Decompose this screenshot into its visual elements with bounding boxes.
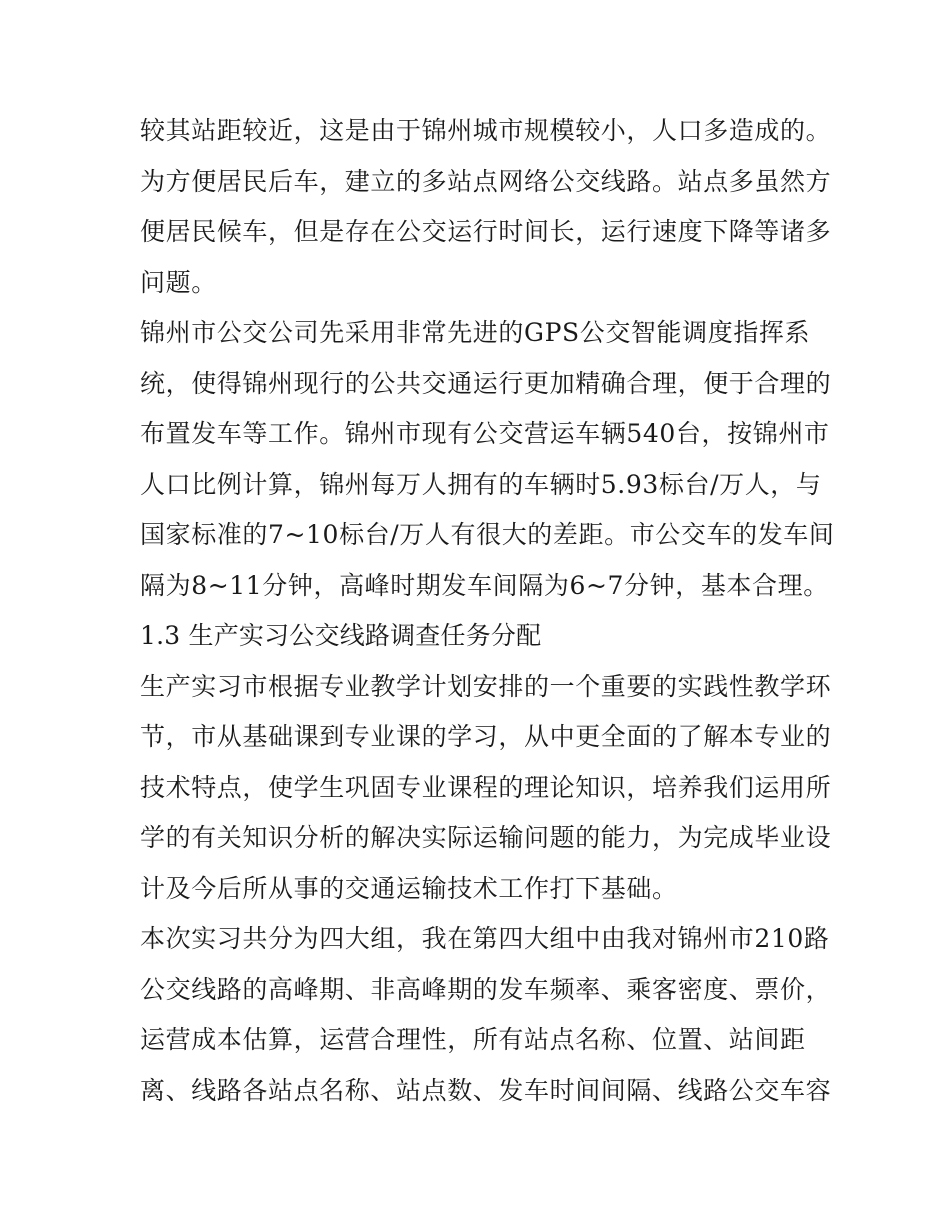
paragraph-line: 较其站距较近，这是由于锦州城市规模较小，人口多造成的。 xyxy=(140,116,832,145)
paragraph-line: 便居民候车，但是存在公交运行时间长，运行速度下降等诸多 xyxy=(140,217,832,246)
paragraph-line: 计及今后所从事的交通运输技术工作打下基础。 xyxy=(140,873,678,903)
paragraph-line: 统，使得锦州现行的公共交通运行更加精确合理，便于合理的 xyxy=(140,368,832,398)
paragraph-line: 学的有关知识分析的解决实际运输问题的能力，为完成毕业设 xyxy=(140,823,832,852)
paragraph-line: 锦州市公交公司先采用非常先进的GPS公交智能调度指挥系 xyxy=(140,318,811,347)
paragraph-line: 技术特点，使学生巩固专业课程的理论知识，培养我们运用所 xyxy=(140,772,832,802)
paragraph-line: 公交线路的高峰期、非高峰期的发车频率、乘客密度、票价， xyxy=(140,974,832,1004)
paragraph-line: 布置发车等工作。锦州市现有公交营运车辆540台，按锦州市 xyxy=(140,419,830,448)
paragraph-line: 生产实习市根据专业教学计划安排的一个重要的实践性教学环 xyxy=(140,671,832,701)
paragraph-line: 为方便居民后车，建立的多站点网络公交线路。站点多虽然方 xyxy=(140,166,832,196)
paragraph-line: 问题。 xyxy=(140,267,217,297)
paragraph-line: 国家标准的7~10标台/万人有很大的差距。市公交车的发车间 xyxy=(140,520,835,549)
paragraph-line: 节，市从基础课到专业课的学习，从中更全面的了解本专业的 xyxy=(140,722,832,751)
paragraph-line: 离、线路各站点名称、站点数、发车时间间隔、线路公交车容 xyxy=(140,1075,832,1105)
document-page xyxy=(140,106,835,1116)
paragraph-line: 运营成本估算，运营合理性，所有站点名称、位置、站间距 xyxy=(140,1025,806,1054)
section-heading: 1.3 生产实习公交线路调查任务分配 xyxy=(140,621,542,650)
paragraph-line: 本次实习共分为四大组，我在第四大组中由我对锦州市210路 xyxy=(140,924,830,953)
paragraph-line: 隔为8~11分钟，高峰时期发车间隔为6~7分钟，基本合理。 xyxy=(140,570,829,600)
paragraph-line: 人口比例计算，锦州每万人拥有的车辆时5.93标台/万人，与 xyxy=(140,469,822,499)
